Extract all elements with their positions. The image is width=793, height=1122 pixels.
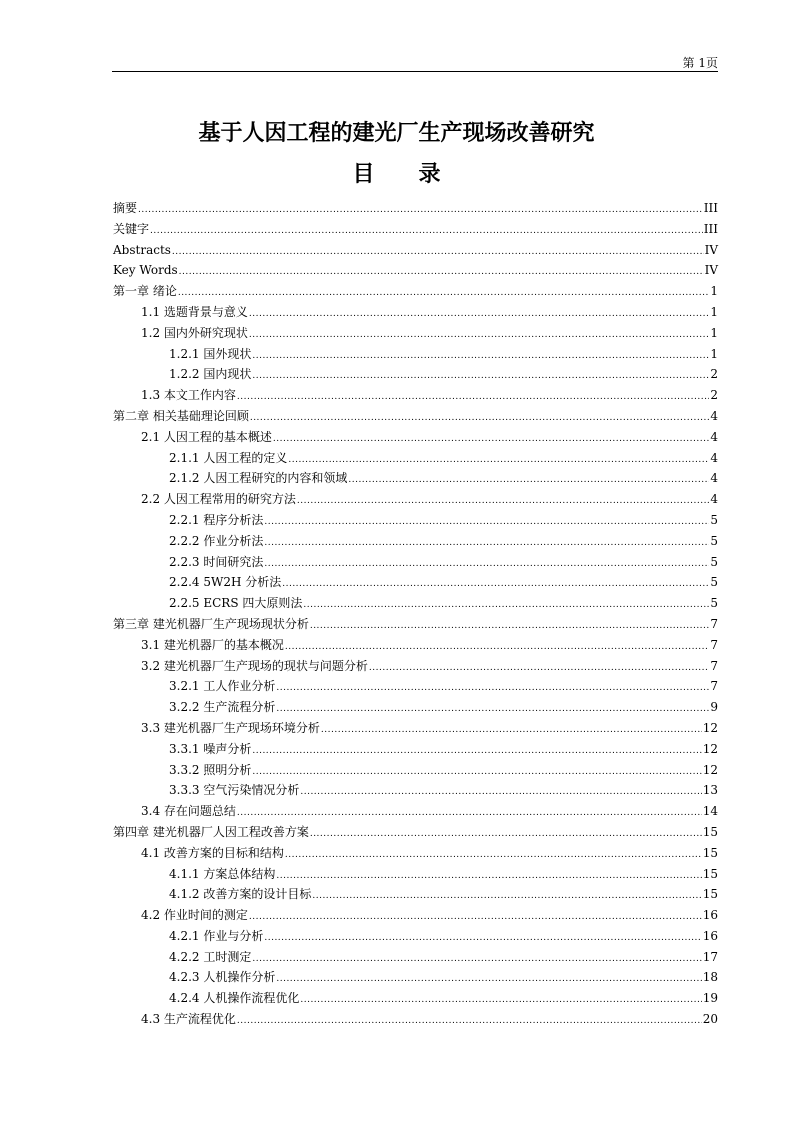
toc-entry-page: IV [704,242,718,257]
toc-entry[interactable] [113,572,718,593]
toc-entry-title: 1.2.1 国外现状 [169,346,252,361]
toc-dot-leader [300,990,701,1011]
toc-entry-title: 1.1 选题背景与意义 [141,304,248,319]
toc-dot-leader [321,720,702,741]
page-number: 第 1页 [682,56,718,70]
toc-entry-page: 12 [702,720,718,735]
table-of-contents [113,198,718,1030]
toc-entry-title: Abstracts [113,242,171,257]
toc-dot-leader [288,450,709,471]
toc-entry-page: 19 [702,991,718,1006]
toc-entry-title: 3.2 建光机器厂生产现场的现状与问题分析 [141,658,368,673]
toc-entry[interactable] [113,385,718,406]
toc-entry-title: 第三章 建光机器厂生产现场现状分析 [113,616,309,631]
toc-dot-leader [249,907,702,928]
toc-entry[interactable] [113,884,718,905]
toc-entry-page: 5 [710,554,718,569]
toc-entry-page: 14 [702,804,718,819]
toc-entry-page: 4 [710,408,718,423]
toc-entry-page: III [703,221,718,236]
toc-entry-title: 关键字 [113,221,150,236]
toc-entry[interactable] [113,468,718,489]
toc-entry-title: 第二章 相关基础理论回顾 [113,408,249,423]
toc-entry-page: 20 [702,1012,718,1027]
toc-entry-page: 4 [710,471,718,486]
toc-entry-title: 2.1.1 人因工程的定义 [169,450,288,465]
toc-entry[interactable] [113,552,718,573]
toc-entry-page: 15 [702,845,718,860]
toc-dot-leader [237,387,709,408]
toc-dot-leader [310,616,710,637]
toc-entry-page: 4 [710,450,718,465]
toc-entry-title: 2.2.3 时间研究法 [169,554,264,569]
toc-entry[interactable] [113,905,718,926]
toc-entry[interactable] [113,635,718,656]
toc-dot-leader [300,782,701,803]
toc-entry-page: 7 [710,658,718,673]
toc-entry-title: 2.2.1 程序分析法 [169,512,264,527]
toc-entry-page: 1 [710,325,718,340]
toc-dot-leader [252,366,709,387]
toc-entry-page: 7 [710,637,718,652]
toc-entry[interactable] [113,198,718,219]
toc-entry-title: 3.4 存在问题总结 [141,804,236,819]
toc-entry[interactable] [113,822,718,843]
toc-dot-leader [303,595,709,616]
toc-entry[interactable] [113,510,718,531]
toc-entry[interactable] [113,739,718,760]
toc-entry[interactable] [113,760,718,781]
toc-entry[interactable] [113,988,718,1009]
toc-entry-title: 1.3 本文工作内容 [141,388,236,403]
toc-dot-leader [179,262,704,283]
toc-entry[interactable] [113,281,718,302]
toc-entry-title: 3.1 建光机器厂的基本概况 [141,637,284,652]
toc-entry-title: 2.1.2 人因工程研究的内容和领域 [169,471,348,486]
toc-dot-leader [348,470,709,491]
toc-entry[interactable] [113,260,718,281]
toc-entry-page: 1 [710,284,718,299]
toc-entry[interactable] [113,967,718,988]
toc-entry[interactable] [113,240,718,261]
toc-entry-page: 4 [710,429,718,444]
toc-entry-title: 2.2.4 5W2H 分析法 [169,575,282,590]
toc-dot-leader [252,741,701,762]
toc-entry[interactable] [113,697,718,718]
toc-entry[interactable] [113,406,718,427]
toc-dot-leader [282,574,709,595]
toc-dot-leader [264,928,701,949]
toc-entry-page: 9 [710,700,718,715]
toc-entry[interactable] [113,448,718,469]
toc-entry-title: 4.2.4 人机操作流程优化 [169,991,300,1006]
toc-dot-leader [264,512,709,533]
toc-entry-page: 15 [702,866,718,881]
toc-entry-page: III [703,201,718,215]
toc-entry[interactable] [113,614,718,635]
toc-entry-title: 第四章 建光机器厂人因工程改善方案 [113,824,309,839]
toc-dot-leader [310,824,702,845]
toc-dot-leader [264,533,709,554]
toc-entry[interactable] [113,1009,718,1030]
toc-dot-leader [273,429,709,450]
toc-entry[interactable] [113,323,718,344]
toc-entry[interactable] [113,801,718,822]
toc-entry-title: 3.3.3 空气污染情况分析 [169,783,300,798]
toc-entry-page: 13 [702,783,718,798]
toc-entry[interactable] [113,489,718,510]
toc-entry-page: 7 [710,679,718,694]
toc-entry-title: 2.1 人因工程的基本概述 [141,429,272,444]
toc-entry-page: 5 [710,575,718,590]
toc-entry-page: 18 [702,970,718,985]
toc-entry[interactable] [113,364,718,385]
toc-entry-title: 4.1.2 改善方案的设计目标 [169,887,312,902]
toc-entry[interactable] [113,926,718,947]
toc-entry-page: IV [704,263,718,278]
toc-entry-page: 15 [702,887,718,902]
toc-entry-page: 1 [710,304,718,319]
toc-entry-title: 3.3 建光机器厂生产现场环境分析 [141,720,320,735]
toc-entry-page: 2 [710,367,718,382]
toc-entry-title: 4.2 作业时间的测定 [141,908,248,923]
toc-entry[interactable] [113,531,718,552]
toc-entry-page: 5 [710,533,718,548]
toc-dot-leader [285,845,702,866]
toc-dot-leader [252,346,709,367]
toc-dot-leader [172,242,704,263]
toc-entry[interactable] [113,843,718,864]
toc-dot-leader [249,304,709,325]
toc-entry-page: 12 [702,741,718,756]
toc-entry-title: Key Words [113,263,178,278]
page-header [112,58,718,72]
toc-dot-leader [312,886,701,907]
toc-entry-title: 第一章 绪论 [113,284,177,299]
toc-entry-page: 12 [702,762,718,777]
toc-dot-leader [178,283,710,304]
toc-heading: 目 录 [352,162,441,187]
toc-dot-leader [252,762,701,783]
toc-entry[interactable] [113,302,718,323]
toc-dot-leader [237,803,702,824]
toc-dot-leader [297,491,709,512]
toc-dot-leader [276,699,709,720]
toc-entry-title: 1.2.2 国内现状 [169,367,252,382]
toc-dot-leader [276,866,701,887]
toc-entry-page: 5 [710,512,718,527]
toc-entry-page: 4 [710,492,718,507]
toc-entry-page: 2 [710,388,718,403]
toc-entry[interactable] [113,344,718,365]
toc-entry-title: 3.2.1 工人作业分析 [169,679,276,694]
toc-entry[interactable] [113,864,718,885]
document-title: 基于人因工程的建光厂生产现场改善研究 [198,121,595,146]
toc-entry-page: 7 [710,616,718,631]
toc-entry[interactable] [113,593,718,614]
toc-entry[interactable] [113,718,718,739]
toc-entry-title: 4.2.1 作业与分析 [169,928,264,943]
toc-dot-leader [249,325,709,346]
toc-entry-title: 2.2.5 ECRS 四大原则法 [169,596,303,611]
toc-entry-title: 4.3 生产流程优化 [141,1012,236,1027]
toc-entry-page: 16 [702,908,718,923]
toc-dot-leader [138,200,703,221]
toc-entry[interactable] [113,219,718,240]
toc-entry[interactable] [113,676,718,697]
toc-entry-title: 3.2.2 生产流程分析 [169,700,276,715]
toc-entry-page: 16 [702,928,718,943]
toc-dot-leader [285,637,709,658]
toc-dot-leader [150,221,703,242]
toc-entry-title: 4.1 改善方案的目标和结构 [141,845,284,860]
toc-dot-leader [369,658,709,679]
toc-entry-page: 15 [702,824,718,839]
toc-entry-title: 4.2.3 人机操作分析 [169,970,276,985]
toc-entry[interactable] [113,947,718,968]
toc-entry-page: 1 [710,346,718,361]
toc-dot-leader [252,949,701,970]
toc-entry-title: 4.2.2 工时测定 [169,949,252,964]
toc-entry-title: 3.3.1 噪声分析 [169,741,252,756]
toc-entry-title: 2.2.2 作业分析法 [169,533,264,548]
toc-entry-title: 4.1.1 方案总体结构 [169,866,276,881]
toc-entry[interactable] [113,780,718,801]
toc-entry-title: 摘要 [113,201,138,215]
toc-dot-leader [264,554,709,575]
toc-entry[interactable] [113,656,718,677]
toc-entry-title: 2.2 人因工程常用的研究方法 [141,492,296,507]
toc-dot-leader [276,678,709,699]
toc-entry[interactable] [113,427,718,448]
toc-entry-title: 3.3.2 照明分析 [169,762,252,777]
toc-entry-page: 17 [702,949,718,964]
toc-entry-page: 5 [710,596,718,611]
toc-entry-title: 1.2 国内外研究现状 [141,325,248,340]
toc-dot-leader [276,969,701,990]
toc-dot-leader [250,408,710,429]
toc-dot-leader [237,1011,702,1032]
